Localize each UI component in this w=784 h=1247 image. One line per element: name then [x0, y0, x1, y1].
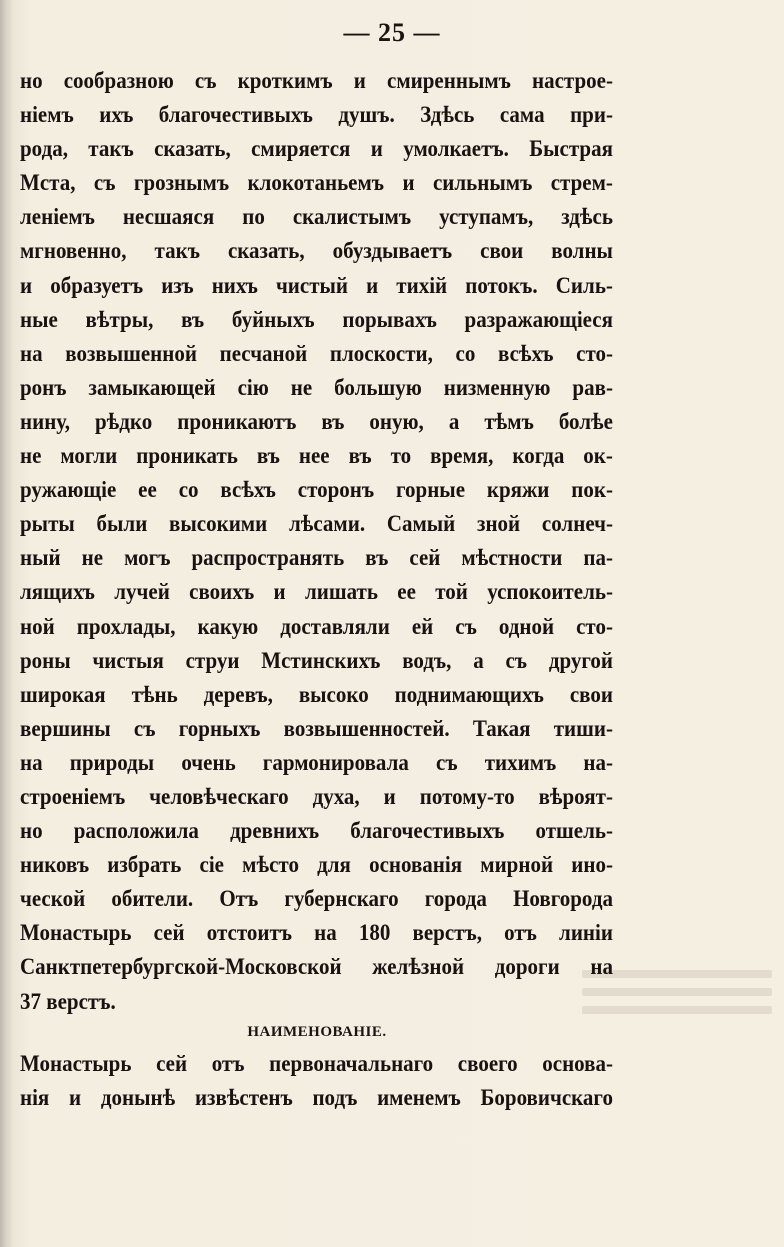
text-line	[20, 578, 613, 616]
word: чистый	[275, 271, 349, 299]
word: высокими	[169, 510, 268, 538]
word: то	[390, 441, 412, 469]
word: лучей	[114, 578, 170, 606]
word: отъ	[504, 919, 537, 947]
text-line	[20, 67, 613, 105]
word: сильнымъ	[432, 169, 533, 197]
word: основа-	[542, 1049, 613, 1077]
word: обители.	[111, 885, 194, 913]
word: именемъ	[377, 1084, 461, 1111]
word: грознымъ	[133, 169, 230, 197]
paragraph-main	[20, 66, 613, 1026]
word: человѣческаго	[149, 782, 289, 810]
word: сей	[156, 1049, 188, 1077]
word: потокъ.	[465, 271, 538, 299]
word: ный	[20, 544, 61, 572]
word: поднимающихъ	[394, 680, 544, 708]
word: по	[242, 203, 265, 231]
word: прохлады,	[76, 612, 176, 640]
word: мѣстности	[461, 544, 563, 572]
word: волны	[551, 237, 613, 265]
word: могъ	[124, 544, 171, 572]
word: Монастырь	[20, 919, 132, 947]
word: доставляли	[280, 612, 390, 640]
word: роны	[20, 646, 71, 674]
word: верстъ,	[412, 919, 482, 947]
word: высоко	[298, 680, 369, 708]
word: здѣсь	[561, 203, 613, 231]
word: расположила	[73, 816, 199, 844]
word: душъ.	[338, 101, 395, 128]
text-line	[20, 885, 613, 923]
word: въ	[256, 441, 280, 469]
word: лишать	[304, 578, 378, 606]
word: обуздываетъ	[332, 237, 453, 265]
word: ронъ	[20, 373, 67, 401]
word: сіе	[199, 851, 224, 878]
word: мѣсто	[242, 851, 299, 878]
word: очень	[181, 748, 236, 776]
text-line	[20, 101, 613, 139]
word: несшаяся	[122, 203, 215, 231]
word: и	[69, 1084, 82, 1111]
word: съ	[436, 748, 458, 776]
word: нину,	[20, 407, 70, 435]
word: ческой	[20, 885, 86, 913]
word: и	[402, 169, 415, 197]
word: той	[435, 578, 468, 606]
word: рѣдко	[94, 407, 153, 435]
word: пок-	[571, 476, 613, 503]
word: Мстинскихъ	[261, 646, 381, 674]
word: потому-то	[419, 782, 515, 810]
word: сей	[409, 544, 441, 572]
word: скалистымъ	[292, 203, 412, 231]
word: извѣстенъ	[194, 1084, 293, 1111]
word: ніемъ	[20, 101, 74, 128]
word: настрое-	[532, 66, 613, 94]
word: деревъ,	[203, 680, 273, 708]
word: Силь-	[555, 271, 613, 299]
word: тѣнь	[131, 680, 178, 708]
text-line	[20, 749, 613, 787]
text-line	[20, 953, 613, 991]
text-line	[20, 647, 613, 685]
word: буйныхъ	[231, 305, 315, 333]
word: водъ,	[402, 646, 452, 674]
word: не	[290, 373, 313, 401]
word: на	[590, 953, 613, 981]
word: ино-	[571, 851, 613, 878]
word: древнихъ	[230, 816, 320, 844]
word: духа,	[312, 782, 360, 810]
word: строеніемъ	[20, 782, 126, 810]
word: гармонировала	[262, 748, 409, 776]
word: ные	[20, 305, 58, 333]
word: па-	[583, 544, 613, 572]
word: благочестивыхъ	[350, 816, 505, 844]
word: съ	[93, 169, 116, 197]
word: Здѣсь	[420, 101, 475, 128]
word: были	[96, 510, 148, 538]
word: порывахъ	[342, 305, 437, 333]
word: при-	[570, 101, 613, 128]
word: замыкающей	[88, 373, 216, 401]
word: сама	[499, 101, 545, 128]
word: время,	[430, 441, 494, 469]
word: Быстрая	[529, 135, 613, 162]
word: ее	[138, 476, 157, 503]
word: тихимъ	[484, 748, 557, 776]
word: въ	[321, 407, 345, 435]
word: на	[20, 339, 43, 367]
word: кроткимъ	[237, 66, 333, 94]
word: умолкаетъ.	[403, 135, 509, 162]
word: ружающіе	[20, 476, 117, 503]
word: и	[273, 578, 286, 606]
word: губернскаго	[284, 885, 399, 913]
word: но	[20, 66, 43, 94]
word: проникать	[136, 441, 238, 469]
word: отстоитъ	[206, 919, 293, 947]
word: благочестивыхъ	[158, 101, 313, 128]
text-line	[20, 237, 613, 275]
word: никовъ	[20, 851, 90, 878]
word: подъ	[312, 1084, 358, 1111]
word: оную,	[369, 407, 424, 435]
word: сказать,	[154, 135, 231, 162]
word: нее	[298, 441, 330, 469]
word: отшель-	[535, 816, 613, 844]
word: нія	[20, 1084, 50, 1111]
word: своихъ	[189, 578, 255, 606]
word: ее	[397, 578, 416, 606]
text-line	[20, 783, 613, 821]
word: города	[424, 885, 487, 913]
word: не	[81, 544, 104, 572]
word: и	[20, 271, 33, 299]
word: успокоитель-	[487, 578, 613, 606]
word: въ	[365, 544, 389, 572]
word: не	[20, 441, 42, 469]
word: рыты	[20, 510, 75, 538]
word: желѣзной	[372, 953, 465, 981]
word: изъ	[161, 271, 194, 299]
word: на	[20, 748, 43, 776]
word: нихъ	[211, 271, 258, 299]
word: какую	[197, 612, 259, 640]
word: уступамъ,	[439, 203, 534, 231]
page-number: — 25 —	[343, 18, 441, 47]
word: чистыя	[92, 646, 164, 674]
word: но	[20, 816, 43, 844]
word: Боровичскаго	[480, 1084, 613, 1111]
word: кряжи	[486, 476, 550, 503]
text-line	[20, 612, 613, 650]
word: Самый	[386, 510, 456, 538]
word: лѣсами.	[288, 510, 366, 538]
text-line	[20, 851, 613, 889]
word: большую	[334, 373, 422, 401]
text-line	[20, 919, 613, 957]
word: и	[366, 271, 379, 299]
text-line	[20, 408, 613, 446]
word: лящихъ	[20, 578, 95, 606]
word: смиряется	[251, 135, 351, 162]
word: на	[314, 919, 337, 947]
word: другой	[548, 646, 613, 674]
word: отъ	[211, 1049, 245, 1077]
word: въ	[181, 305, 205, 333]
text-line	[20, 681, 613, 719]
paragraph-naming	[20, 1049, 613, 1122]
word: Новгорода	[513, 885, 613, 913]
word: дороги	[494, 953, 560, 981]
word: сказать,	[227, 237, 305, 265]
word: всѣхъ	[220, 476, 276, 503]
word: ихъ	[99, 101, 134, 128]
word: солнеч-	[541, 510, 613, 538]
word: одной	[498, 612, 555, 640]
word: рода,	[20, 135, 68, 162]
word: песчаной	[219, 339, 308, 367]
word: сей	[153, 919, 185, 947]
word: линіи	[559, 919, 613, 947]
word: на-	[583, 748, 613, 776]
word: всѣхъ	[498, 339, 554, 367]
word: съ	[133, 714, 156, 742]
word: низменную	[443, 373, 551, 401]
word: а	[473, 646, 484, 674]
word: а	[448, 407, 460, 435]
word: плоскости,	[329, 339, 433, 367]
word: Мста,	[20, 169, 76, 197]
word: первоначальнаго	[269, 1049, 434, 1077]
text-line	[20, 340, 613, 378]
word: съ	[455, 612, 477, 640]
word: сторонъ	[297, 476, 375, 503]
word: ной	[20, 612, 55, 640]
word: тихій	[396, 271, 448, 299]
text-line	[20, 306, 613, 344]
word: Монастырь	[20, 1049, 132, 1077]
word: со	[455, 339, 476, 367]
word: съ	[194, 66, 217, 94]
word: вершины	[20, 714, 111, 742]
word: сто-	[576, 339, 613, 367]
word: ок-	[583, 441, 613, 469]
word: основанія	[369, 851, 463, 878]
text-line	[20, 1084, 613, 1122]
word: образуетъ	[50, 271, 144, 299]
word: 180	[358, 919, 391, 947]
word: зной	[477, 510, 521, 538]
word: сто-	[576, 612, 613, 640]
word: горные	[396, 476, 466, 503]
word: донынѣ	[100, 1084, 176, 1111]
word: горныхъ	[178, 714, 261, 742]
word: со	[178, 476, 199, 503]
text-line	[20, 135, 613, 173]
word: струи	[185, 646, 240, 674]
word: и	[383, 782, 396, 810]
text-line	[20, 476, 613, 514]
word: въ	[348, 441, 372, 469]
text-line	[20, 203, 613, 241]
text-line	[20, 374, 613, 412]
word: Санктпетербургской-Московской	[20, 953, 342, 981]
word: ей	[411, 612, 434, 640]
word: разражающіеся	[464, 305, 613, 333]
text-line	[20, 817, 613, 855]
word: могли	[60, 441, 118, 469]
word: смиреннымъ	[387, 66, 511, 94]
word: когда	[512, 441, 565, 469]
text-line	[20, 271, 613, 309]
text-line	[20, 510, 613, 548]
word: такъ	[88, 135, 134, 162]
word: Отъ	[219, 885, 259, 913]
text-line	[20, 715, 613, 753]
text-line	[20, 1050, 613, 1088]
word: клокотаньемъ	[247, 169, 385, 197]
word: избрать	[107, 851, 182, 878]
word: мгновенно,	[20, 237, 127, 265]
word: и	[353, 66, 366, 94]
word: сообразною	[63, 66, 174, 94]
text-line	[20, 442, 613, 480]
word: свои	[480, 237, 524, 265]
word: леніемъ	[20, 203, 95, 231]
word: съ	[505, 646, 528, 674]
word: рав-	[572, 373, 613, 401]
word: для	[317, 851, 351, 878]
word: и	[370, 135, 383, 162]
word: возвышенной	[65, 339, 197, 367]
word: Такая	[472, 714, 531, 742]
word: распространять	[191, 544, 345, 572]
word: природы	[69, 748, 155, 776]
word: широкая	[20, 680, 106, 708]
text-line	[20, 544, 613, 582]
word: болѣе	[558, 407, 613, 435]
word: возвышенностей.	[283, 714, 450, 742]
text-line: 37 верстъ.	[20, 987, 116, 1015]
word: проникаютъ	[177, 407, 297, 435]
word: сію	[237, 373, 269, 401]
word: тѣмъ	[484, 407, 534, 435]
word: такъ	[154, 237, 200, 265]
word: своего	[457, 1049, 518, 1077]
section-heading: НАИМЕНОВАНІЕ.	[247, 1024, 387, 1040]
word: тиши-	[553, 714, 613, 742]
word: стрем-	[550, 169, 613, 197]
word: вѣроят-	[538, 782, 613, 810]
word: мирной	[480, 851, 554, 878]
word: вѣтры,	[85, 305, 154, 333]
text-line	[20, 169, 613, 207]
word: свои	[569, 680, 613, 708]
